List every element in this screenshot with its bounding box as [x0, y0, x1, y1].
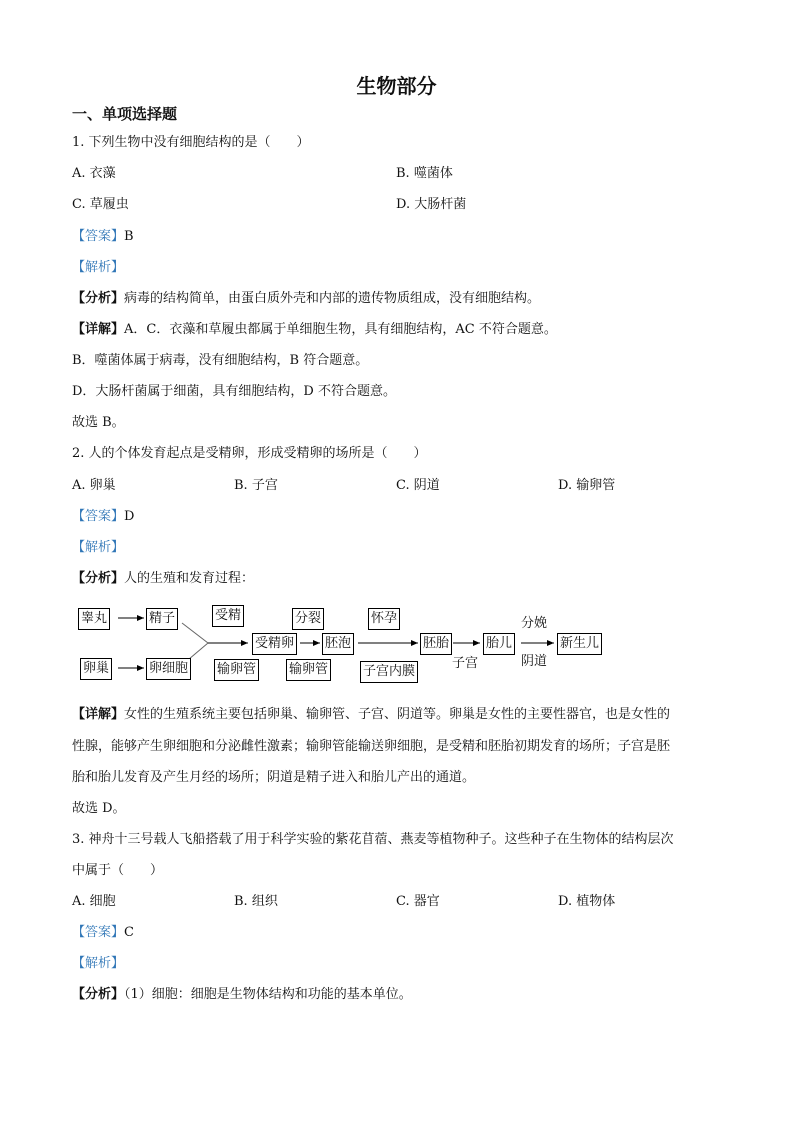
- q1-analysis-tag: 【解析】: [72, 260, 125, 275]
- section-heading: 一、单项选择题: [72, 105, 178, 123]
- fenxi-text: 人的生殖和发育过程：: [124, 571, 255, 586]
- q2-fenxi: [72, 570, 254, 588]
- q1-detail-1: [72, 321, 557, 339]
- answer-value: B: [124, 229, 134, 244]
- q1-option-a: A. 衣藻: [72, 166, 116, 181]
- fenxi-text: 病毒的结构简单，由蛋白质外壳和内部的遗传物质组成，没有细胞结构。: [124, 291, 541, 306]
- q2-detail-2: 性腺，能够产生卵细胞和分泌雌性激素；输卵管能输送卵细胞，是受精和胚胎初期发育的场所；子宫是胚: [72, 739, 671, 754]
- q2-analysis-tag: 【解析】: [72, 540, 125, 555]
- q1-option-d: D. 大肠杆菌: [396, 197, 467, 212]
- q2-option-a: A. 卵巢: [72, 478, 116, 493]
- box-fetus: 胎儿: [483, 633, 515, 655]
- q1-option-b: B. 噬菌体: [396, 166, 453, 181]
- answer-value: D: [124, 509, 135, 524]
- box-embryo: 胚胎: [420, 633, 452, 655]
- box-oviduct-1: 输卵管: [214, 659, 259, 681]
- box-testis: 睾丸: [78, 608, 110, 630]
- xiangjie-tag: 【详解】: [72, 322, 125, 337]
- q3-stem-1: 3. 神舟十三号载人飞船搭载了用于科学实验的紫花苜蓿、燕麦等植物种子。这些种子在生物体的结构层次: [72, 832, 674, 847]
- box-fertilization: 受精: [212, 605, 244, 627]
- q1-detail-2: B．噬菌体属于病毒，没有细胞结构，B 符合题意。: [72, 353, 369, 368]
- detail-text: A．C．衣藻和草履虫都属于单细胞生物，具有细胞结构，AC 不符合题意。: [124, 322, 557, 337]
- q2-stem: 2. 人的个体发育起点是受精卵，形成受精卵的场所是（ ）: [72, 446, 427, 461]
- box-newborn: 新生儿: [557, 633, 602, 655]
- xiangjie-tag: 【详解】: [72, 707, 125, 722]
- q1-stem: 1. 下列生物中没有细胞结构的是（ ）: [72, 135, 310, 150]
- q2-option-b: B. 子宫: [234, 478, 278, 493]
- box-endometrium: 子宫内膜: [360, 661, 418, 683]
- q1-option-c: C. 草履虫: [72, 197, 129, 212]
- q3-option-d: D. 植物体: [558, 894, 616, 909]
- page-title: 生物部分: [356, 74, 437, 98]
- answer-tag: 【答案】: [72, 509, 125, 524]
- fenxi-tag: 【分析】: [72, 291, 125, 306]
- q1-fenxi: [72, 290, 540, 308]
- q3-answer: [72, 924, 134, 942]
- box-pregnancy: 怀孕: [368, 608, 400, 630]
- box-sperm: 精子: [146, 608, 178, 630]
- answer-tag: 【答案】: [72, 229, 125, 244]
- q3-analysis-tag: 【解析】: [72, 956, 125, 971]
- q3-stem-2: 中属于（ ）: [72, 863, 164, 878]
- answer-value: C: [124, 925, 134, 940]
- box-division: 分裂: [292, 608, 324, 630]
- box-oviduct-2: 输卵管: [286, 659, 331, 681]
- fenxi-tag: 【分析】: [72, 987, 125, 1002]
- q1-answer: [72, 228, 134, 246]
- box-egg-cell: 卵细胞: [146, 658, 191, 680]
- box-ovary: 卵巢: [80, 658, 112, 680]
- label-vagina: 阴道: [521, 654, 548, 669]
- q2-option-d: D. 输卵管: [558, 478, 616, 493]
- reproduction-flow-diagram: [76, 603, 616, 685]
- q1-detail-3: D．大肠杆菌属于细菌，具有细胞结构，D 不符合题意。: [72, 384, 396, 399]
- q2-conclusion: 故选 D。: [72, 801, 126, 816]
- q2-answer: [72, 508, 134, 526]
- label-uterus: 子宫: [452, 656, 479, 671]
- q2-detail-1: [72, 706, 670, 724]
- q1-conclusion: 故选 B。: [72, 415, 125, 430]
- detail-text: 女性的生殖系统主要包括卵巢、输卵管、子宫、阴道等。卵巢是女性的主要性器官，也是女性的: [124, 707, 671, 722]
- q2-option-c: C. 阴道: [396, 478, 440, 493]
- q3-option-c: C. 器官: [396, 894, 440, 909]
- box-zygote: 受精卵: [252, 633, 297, 655]
- box-blastocyst: 胚泡: [322, 633, 354, 655]
- q3-option-a: A. 细胞: [72, 894, 116, 909]
- answer-tag: 【答案】: [72, 925, 125, 940]
- label-delivery: 分娩: [521, 616, 548, 631]
- q3-fenxi: [72, 986, 412, 1004]
- fenxi-tag: 【分析】: [72, 571, 125, 586]
- q3-option-b: B. 组织: [234, 894, 278, 909]
- fenxi-text: （1）细胞：细胞是生物体结构和功能的基本单位。: [124, 987, 412, 1002]
- q2-detail-3: 胎和胎儿发育及产生月经的场所；阴道是精子进入和胎儿产出的通道。: [72, 770, 476, 785]
